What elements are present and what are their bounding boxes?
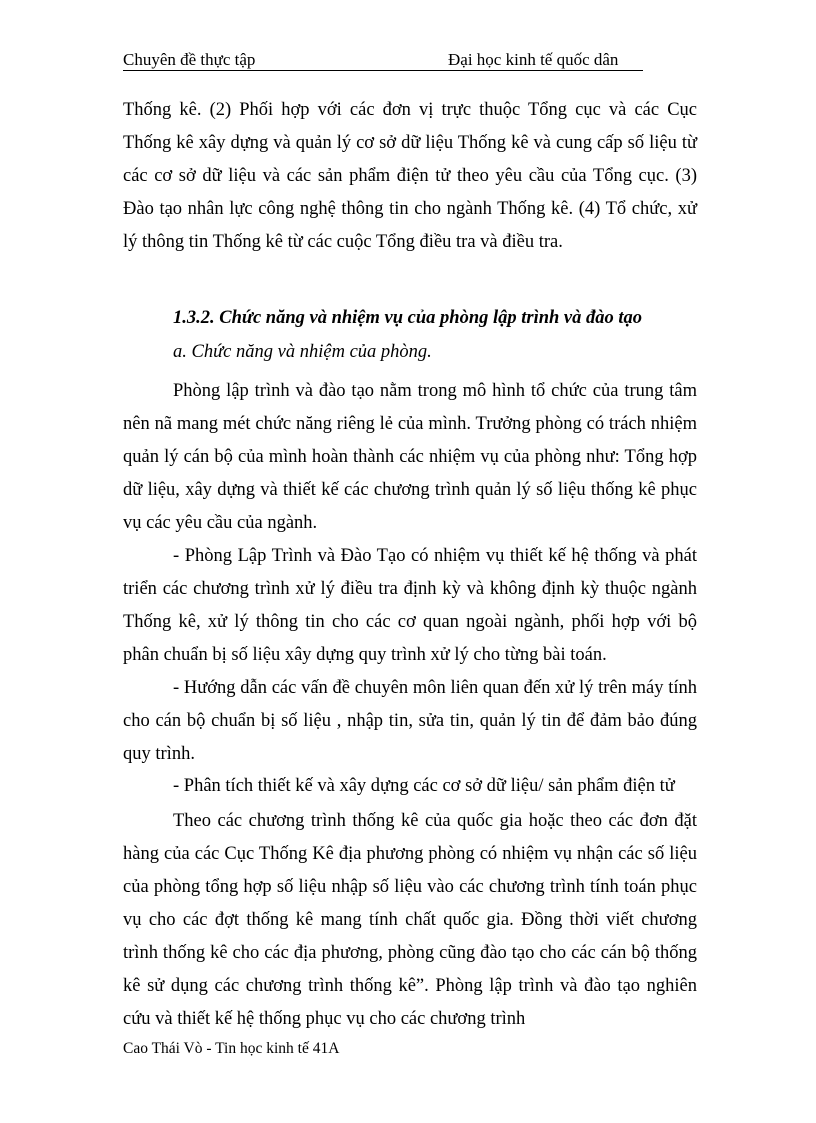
paragraph-national-programs: Theo các chương trình thống kê của quốc gia hoặc theo các đơn đặt hàng của các Cục Thống Kê địa phương phòng có nhiệm vụ nhận các số liệu của phòng tổng hợp số liệu nhập số liệu vào các chương trình tính toán phục vụ cho các đợt thống kê mang tính chất quốc gia. Đồng thời viết chương trình thống kê cho các địa phương, phòng cũng đào tạo cho các cán bộ thống kê sử dụng các chương trình thống kê”. Phòng lập trình và đào tạo nghiên cứu và thiết kế hệ thống phục vụ cho các chương trình: [123, 811, 697, 1029]
paragraph-statistics-tasks: Thống kê. (2) Phối hợp với các đơn vị trực thuộc Tổng cục và các Cục Thống kê xây dựng và quản lý cơ sở dữ liệu Thống kê và cung cấp số liệu từ các cơ sở dữ liệu và các sản phẩm điện tử theo yêu cầu của Tổng cục. (3) Đào tạo nhân lực công nghệ thông tin cho ngành Thống kê. (4) Tổ chức, xử lý thông tin Thống kê từ các cuộc Tổng điều tra và điều tra.: [123, 100, 697, 252]
header-university: Đại học kinh tế quốc dân: [448, 50, 619, 69]
header-course-title: Chuyên đề thực tập: [123, 50, 256, 69]
page-footer: Cao Thái Vò - Tin học kinh tế 41A: [123, 1040, 340, 1057]
paragraph-system-design: - Phòng Lập Trình và Đào Tạo có nhiệm vụ thiết kế hệ thống và phát triển các chương trình xử lý điều tra định kỳ và không định kỳ thuộc ngành Thống kê, xử lý thông tin cho các cơ quan ngoài ngành, phối hợp với bộ phân chuẩn bị số liệu xây dựng quy trình xử lý cho từng bài toán.: [123, 546, 697, 665]
section-heading: 1.3.2. Chức năng và nhiệm vụ của phòng lập trình và đào tạo: [173, 308, 643, 328]
paragraph-department-role: Phòng lập trình và đào tạo nằm trong mô hình tổ chức của trung tâm nên nã mang mét chức năng riêng lẻ của mình. Trưởng phòng có trách nhiệm quản lý cán bộ của mình hoàn thành các nhiệm vụ của phòng như: Tổng hợp dữ liệu, xây dựng và thiết kế các chương trình quản lý số liệu thống kê phục vụ các yêu cầu của ngành.: [123, 381, 697, 533]
paragraph-database-analysis: - Phân tích thiết kế và xây dựng các cơ sở dữ liệu/ sản phẩm điện tử: [173, 776, 675, 796]
subsection-heading: a. Chức năng và nhiệm của phòng.: [173, 342, 432, 362]
page-header: [123, 50, 643, 71]
paragraph-guidance: - Hướng dẫn các vấn đề chuyên môn liên quan đến xử lý trên máy tính cho cán bộ chuẩn bị số liệu , nhập tin, sửa tin, quản lý tin để đảm bảo đúng quy trình.: [123, 678, 697, 764]
